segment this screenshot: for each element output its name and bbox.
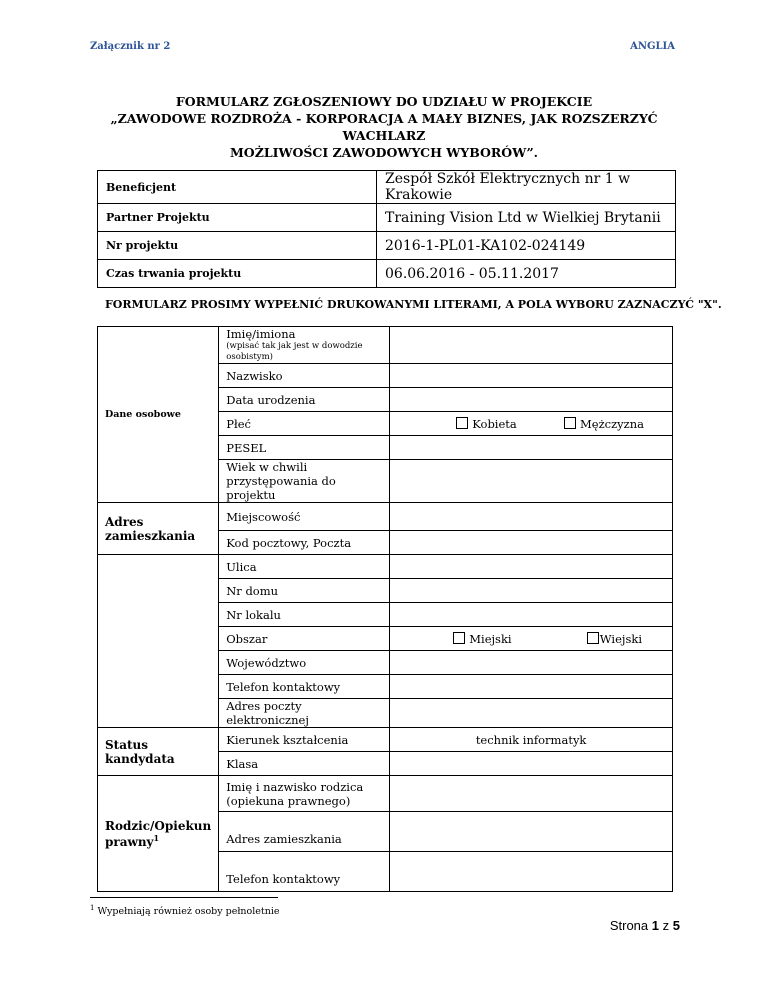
- checkbox-male[interactable]: [564, 417, 644, 431]
- info-key: Nr projektu: [98, 232, 377, 260]
- checkbox-urban[interactable]: [453, 632, 511, 646]
- rural-label: Wiejski: [599, 631, 642, 646]
- checkbox-icon: [587, 632, 599, 644]
- row-street: [98, 555, 673, 579]
- label-city: Miejscowość: [219, 503, 390, 531]
- info-row-beneficiary: [98, 171, 676, 204]
- input-class[interactable]: [390, 752, 673, 776]
- footnote-text: Wypełniają również osoby pełnoletnie: [97, 906, 280, 918]
- first-name-hint: (wpisać tak jak jest w dowodzie osobistym): [226, 341, 363, 362]
- label-phone: Telefon kontaktowy: [219, 675, 390, 699]
- page-sep: z: [662, 918, 670, 933]
- first-name-label-text: Imię/imiona: [226, 327, 296, 341]
- input-postcode[interactable]: [390, 531, 673, 555]
- input-email[interactable]: [390, 699, 673, 728]
- input-birth-date[interactable]: [390, 388, 673, 412]
- label-street: Ulica: [219, 555, 390, 579]
- info-key: Partner Projektu: [98, 204, 377, 232]
- checkbox-icon: [453, 632, 465, 644]
- address-continuation-cell: [98, 555, 219, 728]
- female-label: Kobieta: [472, 416, 517, 431]
- label-house-no: Nr domu: [219, 579, 390, 603]
- footnote-mark: 1: [90, 904, 95, 912]
- fill-instructions: FORMULARZ PROSIMY WYPEŁNIĆ DRUKOWANYMI LITERAMI, A POLA WYBORU ZAZNACZYĆ "X".: [105, 298, 722, 311]
- checkbox-icon: [456, 417, 468, 429]
- label-parent-address: Adres zamieszkania: [219, 812, 390, 852]
- section-parent: [98, 776, 219, 892]
- parent-section-label: Rodzic/Opiekun prawny: [105, 818, 212, 849]
- footnote-ref: 1: [153, 832, 160, 843]
- input-flat-no[interactable]: [390, 603, 673, 627]
- input-parent-phone[interactable]: [390, 852, 673, 892]
- course-value: technik informatyk: [390, 728, 673, 752]
- input-parent-address[interactable]: [390, 812, 673, 852]
- label-first-name: [219, 327, 390, 364]
- label-course: Kierunek kształcenia: [219, 728, 390, 752]
- row-first-name: [98, 327, 673, 364]
- input-city[interactable]: [390, 503, 673, 531]
- label-voivodeship: Województwo: [219, 651, 390, 675]
- project-info-table: [97, 170, 676, 288]
- male-label: Mężczyzna: [580, 416, 644, 431]
- section-personal-data: Dane osobowe: [98, 327, 219, 503]
- info-key: Czas trwania projektu: [98, 260, 377, 288]
- input-voivodeship[interactable]: [390, 651, 673, 675]
- checkbox-icon: [564, 417, 576, 429]
- info-value: Zespół Szkół Elektrycznych nr 1 w Krakowie: [377, 171, 676, 204]
- input-age[interactable]: [390, 460, 673, 503]
- urban-label: Miejski: [469, 631, 512, 646]
- info-row-partner: [98, 204, 676, 232]
- form-title: [90, 93, 678, 161]
- footnote: [90, 904, 280, 917]
- input-parent-name[interactable]: [390, 776, 673, 812]
- area-options: [390, 627, 673, 651]
- checkbox-female[interactable]: [456, 417, 517, 431]
- title-line-1: FORMULARZ ZGŁOSZENIOWY DO UDZIAŁU W PROJEKCIE: [175, 94, 593, 109]
- row-course: [98, 728, 673, 752]
- label-parent-phone: Telefon kontaktowy: [219, 852, 390, 892]
- footnote-separator: [90, 897, 278, 898]
- info-value: Training Vision Ltd w Wielkiej Brytanii: [377, 204, 676, 232]
- info-value: 06.06.2016 - 05.11.2017: [377, 260, 676, 288]
- attachment-label: Załącznik nr 2: [90, 41, 171, 52]
- input-phone[interactable]: [390, 675, 673, 699]
- label-pesel: PESEL: [219, 436, 390, 460]
- page-number: [610, 918, 680, 933]
- label-last-name: Nazwisko: [219, 364, 390, 388]
- info-value: 2016-1-PL01-KA102-024149: [377, 232, 676, 260]
- page-label: Strona: [609, 918, 649, 933]
- section-candidate-status: Status kandydata: [98, 728, 219, 776]
- application-form-table: [97, 326, 673, 892]
- input-first-name[interactable]: [390, 327, 673, 364]
- info-row-duration: [98, 260, 676, 288]
- page-current: 1: [651, 918, 660, 933]
- label-age: Wiek w chwili przystępowania do projektu: [219, 460, 390, 503]
- info-row-project-number: [98, 232, 676, 260]
- label-sex: Płeć: [219, 412, 390, 436]
- row-city: [98, 503, 673, 531]
- label-class: Klasa: [219, 752, 390, 776]
- row-parent-name: [98, 776, 673, 812]
- page-total: 5: [672, 918, 680, 933]
- title-line-2: „ZAWODOWE ROZDROŻA - KORPORACJA A MAŁY BIZNES, JAK ROZSZERZYĆ WACHLARZ: [110, 111, 658, 143]
- input-house-no[interactable]: [390, 579, 673, 603]
- input-last-name[interactable]: [390, 364, 673, 388]
- sex-options: [390, 412, 673, 436]
- section-address: Adres zamieszkania: [98, 503, 219, 555]
- title-line-3: MOŻLIWOŚCI ZAWODOWYCH WYBORÓW”.: [229, 145, 539, 160]
- label-birth-date: Data urodzenia: [219, 388, 390, 412]
- input-street[interactable]: [390, 555, 673, 579]
- label-area: Obszar: [219, 627, 390, 651]
- checkbox-rural[interactable]: [587, 632, 642, 646]
- label-email: Adres poczty elektronicznej: [219, 699, 390, 728]
- label-parent-name: Imię i nazwisko rodzica (opiekuna prawnego): [219, 776, 390, 812]
- label-flat-no: Nr lokalu: [219, 603, 390, 627]
- info-key: Beneficjent: [98, 171, 377, 204]
- input-pesel[interactable]: [390, 436, 673, 460]
- label-postcode: Kod pocztowy, Poczta: [219, 531, 390, 555]
- country-label: ANGLIA: [630, 41, 675, 52]
